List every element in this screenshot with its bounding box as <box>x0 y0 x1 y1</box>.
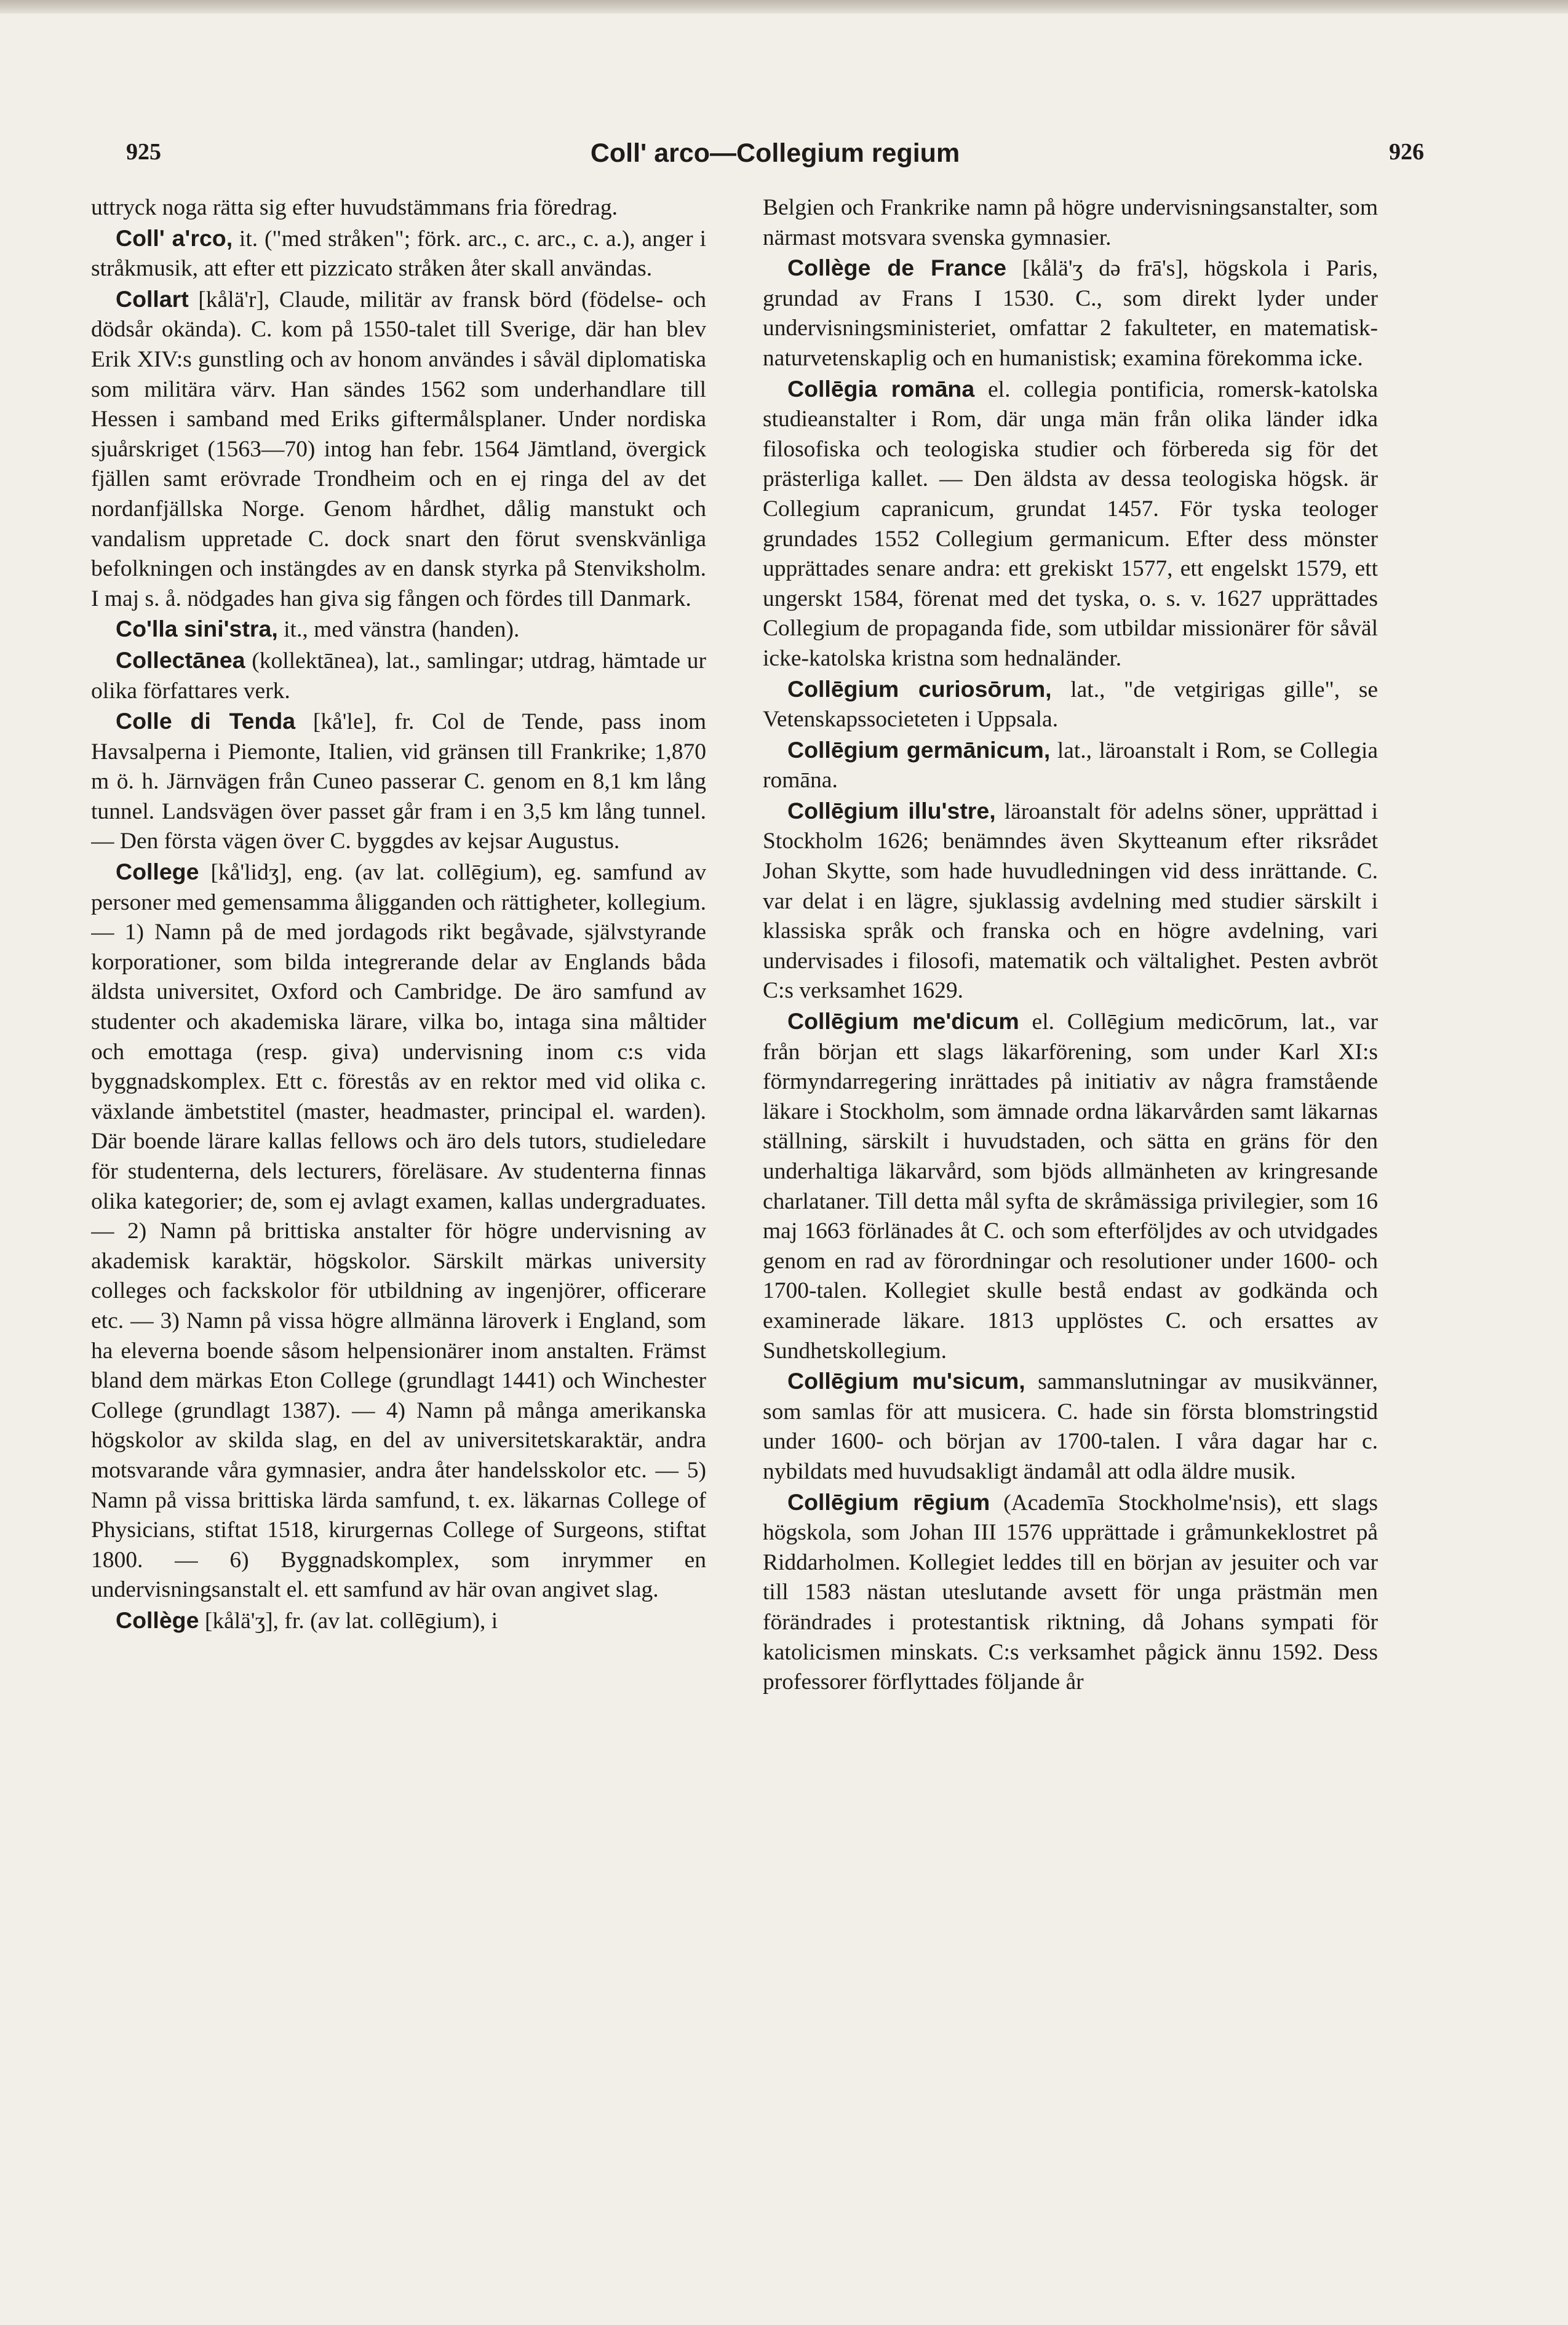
page-top-edge <box>0 0 1568 14</box>
entry-headword: Collēgium me'dicum <box>787 1008 1019 1035</box>
dictionary-entry <box>91 223 706 284</box>
running-title: Coll' arco—Collegium regium <box>590 138 960 168</box>
entry-headword: Collēgia romāna <box>787 375 975 402</box>
entry-text: el. collegia pontificia, romersk-katolska studieanstalter i Rom, där unga män från olika länder idka filosofiska och teologiska studier och förbereda sig för det prästerliga kallet. — Den äldsta av dessa teologiska högsk. är Collegium capranicum, grundat 1457. För tyska teologer grundades 1552 Collegium germanicum. Efter dess mönster upprättades senare andra: ett grekiskt 1577, ett engelskt 1579, ett ungerskt 1584, förenat med det tyska, o. s. v. 1627 upprättades Collegium de propaganda fide, som utbildar missionärer för såväl icke-katolska kristna som hednaländer. <box>763 376 1378 671</box>
entry-text: (Academīa Stockholme'nsis), ett slags högskola, som Johan III 1576 upprättade i gråmunkeklostret på Riddarholmen. Kollegiet leddes till en början av jesuiter och var till 1583 nästan uteslutande avsett för unga prästmän men förändrades i protestantisk riktning, då Johans sympati för katolicismen minskats. C:s verksamhet pågick ännu 1592. Dess professorer förflyttades följande år <box>763 1490 1378 1695</box>
entry-headword: Collēgium mu'sicum, <box>787 1368 1025 1394</box>
right-column <box>763 193 1378 2223</box>
entry-text: sammanslutningar av musikvänner, som samlas för att musicera. C. hade sin första blomstringstid under 1600- och början av 1700-talen. I våra dagar har c. nybildats med huvudsakligt ändamål att odla äldre musik. <box>763 1369 1378 1484</box>
entry-continuation <box>763 193 1378 253</box>
entry-text: lat., läroanstalt i Rom, se Collegia romāna. <box>763 737 1378 793</box>
dictionary-entry <box>91 706 706 857</box>
entry-headword: Collège de France <box>787 255 1007 281</box>
entry-text: [kå'lidʒ], eng. (av lat. collēgium), eg. samfund av personer med gemensamma åligganden och rättigheter, kollegium. — 1) Namn på de med jordagods rikt begåvade, självstyrande korporationer, som bilda integrerande delar av Englands båda äldsta universitet, Oxford och Cambridge. De äro samfund av studenter och akademiska lärare, vilka bo, intaga sina måltider och emottaga (resp. giva) undervisning inom c:s vida byggnadskomplex. Ett c. förestås av en rektor med vid olika c. växlande ämbetstitel (master, headmaster, principal el. warden). Där boende lärare kallas fellows och äro dels tutors, studieledare för studenterna, dels lecturers, föreläsare. Av studenterna finnas olika kategorier; de, som ej avlagt examen, kallas undergraduates. — 2) Namn på brittiska anstalter för högre undervisning av akademisk karaktär, högskolor. Särskilt märkas university colleges och fackskolor för utbildning av ingenjörer, officerare etc. — 3) Namn på vissa högre allmänna läroverk i England, som ha eleverna boende såsom helpensionärer inom anstalten. Främst bland dem märkas Eton College (grundlagt 1441) och Winchester College (grundlagt 1387). — 4) Namn på många amerikanska högskolor av skilda slag, en del av universitetskaraktär, andra motsvarande våra gymnasier, andra åter handelsskolor etc. — 5) Namn på vissa brittiska lärda samfund, t. ex. läkarnas College of Physicians, stiftat 1518, kirurgernas College of Surgeons, stiftat 1800. — 6) Byggnadskomplex, som inrymmer en undervisningsanstalt el. ett samfund av här ovan angivet slag. <box>91 860 706 1603</box>
entry-text: [kålä'r], Claude, militär av fransk börd (födelse- och dödsår okända). C. kom på 1550-talet till Sverige, där han blev Erik XIV:s gunstling och av honom användes i såväl diplomatiska som militära värv. Han sändes 1562 som underhandlare till Hessen i samband med Eriks giftermålsplaner. Under nordiska sjuårskriget (1563—70) intog han febr. 1564 Jämtland, övergick fjällen samt erövrade Trondheim och en ej ringa del av det nordanfjällska Norge. Genom hårdhet, dålig manstukt och vandalism uppretade C. dock snart den förut svenskvänliga befolkningen och instängdes av en dansk styrka på Stenviksholm. I maj s. å. nödgades han giva sig fången och fördes till Danmark. <box>91 287 706 611</box>
entry-text: [kålä'ʒ], fr. (av lat. collēgium), i <box>199 1608 498 1634</box>
entry-headword: Collēgium rēgium <box>787 1488 990 1515</box>
dictionary-entry <box>91 614 706 645</box>
dictionary-entry <box>763 1366 1378 1487</box>
left-column <box>91 193 706 2223</box>
entry-text: läroanstalt för adelns söner, upprättad i Stockholm 1626; benämndes även Skytteanum efter riksrådet Johan Skytte, som hade huvudledningen vid dess inrättande. C. var delat i en lägre, sjuklassig avdelning med studier särskilt i klassiska språk och franska och en högre avdelning, vari undervisades i filosofi, matematik och vältalighet. Pesten avbröt C:s verksamhet 1629. <box>763 798 1378 1004</box>
entry-text: lat., "de vetgirigas gille", se Vetenskapssocieteten i Uppsala. <box>763 677 1378 733</box>
entry-headword: Colle di Tenda <box>116 708 296 734</box>
entry-headword: Collectānea <box>116 646 245 673</box>
entry-headword: Co'lla sini'stra, <box>116 616 278 642</box>
entry-text: [kålä'ʒ də frā's], högskola i Paris, grundad av Frans I 1530. C., som direkt lyder under undervisningsministeriet, omfattar 2 fakulteter, en matematisk-naturvetenskaplig och en humanistisk; examina förekomma icke. <box>763 256 1378 371</box>
entry-text: el. Collēgium medicōrum, lat., var från början ett slags läkarförening, som under Karl XI:s förmyndarregering inrättades på initiativ av några framstående läkare i Stockholm, som ämnade ordna läkarvården samt läkarnas ställning, särskilt i huvudstaden, och sätta en gräns för den underhaltiga läkarvård, som bjöds allmänheten av kringresande charlataner. Till detta mål syfta de skråmässiga privilegier, som 16 maj 1663 förlänades åt C. och som efterföljdes av och utvidgades genom en rad av förordningar och resolutioner under 1600- och 1700-talen. Kollegiet skulle bestå endast av godkända och examinerade läkare. 1813 upplöstes C. och ersattes av Sundhetskollegium. <box>763 1009 1378 1364</box>
left-page-number: 925 <box>126 139 161 165</box>
dictionary-entry <box>91 857 706 1605</box>
entry-headword: Collēgium germānicum, <box>787 736 1051 763</box>
right-page-number: 926 <box>1389 139 1424 165</box>
page-header <box>126 138 1424 188</box>
entry-text: (kollektānea), lat., samlingar; utdrag, hämtade ur olika författares verk. <box>91 648 706 704</box>
entry-text: uttryck noga rätta sig efter huvudstämmans fria föredrag. <box>91 195 618 220</box>
dictionary-entry <box>763 796 1378 1006</box>
entry-headword: Collēgium illu'stre, <box>787 797 996 824</box>
entry-headword: Collart <box>116 285 189 312</box>
entry-text: Belgien och Frankrike namn på högre undervisningsanstalter, som närmast motsvara svenska gymnasier. <box>763 195 1378 250</box>
dictionary-entry <box>763 374 1378 674</box>
dictionary-entry <box>91 284 706 614</box>
entry-headword: Collège <box>116 1607 199 1633</box>
dictionary-entry <box>763 674 1378 735</box>
entry-text: it. ("med stråken"; förk. arc., c. arc., c. a.), anger i stråkmusik, att efter ett pizzicato stråken åter skall användas. <box>91 226 706 282</box>
entry-continuation <box>91 193 706 223</box>
dictionary-entry <box>763 1006 1378 1366</box>
dictionary-entry <box>763 1487 1378 1698</box>
dictionary-entry <box>763 735 1378 796</box>
dictionary-entry <box>763 253 1378 373</box>
entry-text: it., med vänstra (handen). <box>277 617 520 643</box>
entry-text: [kå'le], fr. Col de Tende, pass inom Havsalperna i Piemonte, Italien, vid gränsen till Frankrike; 1,870 m ö. h. Järnvägen från Cuneo passerar C. genom en 8,1 km lång tunnel. Landsvägen över passet går fram i en 3,5 km lång tunnel. — Den första vägen över C. byggdes av kejsar Augustus. <box>91 709 706 854</box>
dictionary-entry <box>91 645 706 706</box>
entry-headword: Collēgium curiosōrum, <box>787 675 1052 702</box>
entry-headword: College <box>116 859 199 885</box>
entry-headword: Coll' a'rco, <box>116 225 233 251</box>
dictionary-entry <box>91 1605 706 1637</box>
